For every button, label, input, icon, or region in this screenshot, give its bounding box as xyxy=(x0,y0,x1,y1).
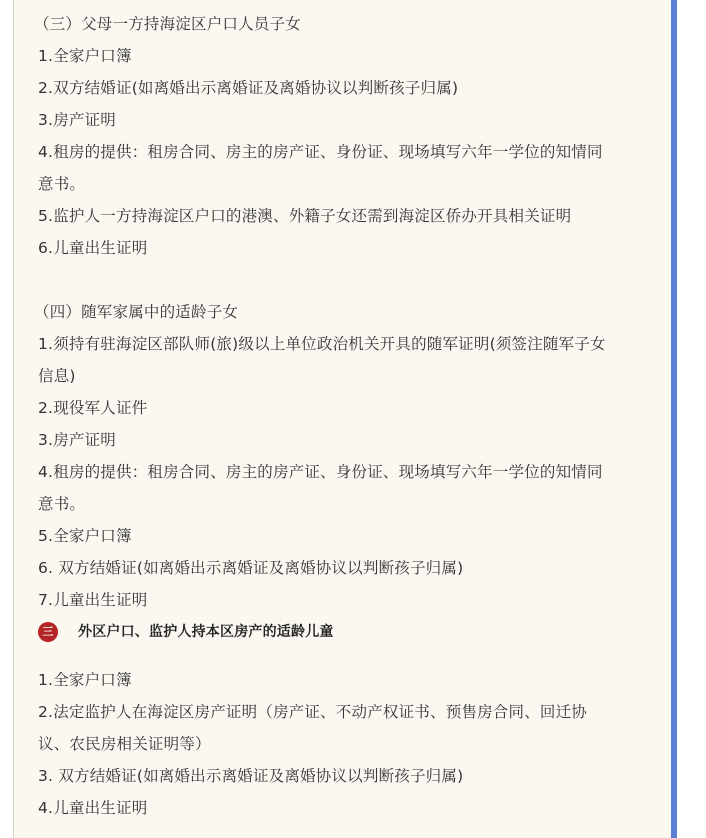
subsection-heading-3: （三）父母一方持海淀区户口人员子女 xyxy=(34,15,301,33)
list-item: 2.现役军人证件 xyxy=(38,399,148,417)
list-item-continuation: 议、农民房相关证明等） xyxy=(38,735,211,753)
list-item: 6.儿童出生证明 xyxy=(38,239,148,257)
list-item: 4.租房的提供：租房合同、房主的房产证、身份证、现场填写六年一学位的知情同 xyxy=(38,143,603,161)
list-item: 3. 双方结婚证(如离婚出示离婚证及离婚协议以判断孩子归属) xyxy=(38,767,464,785)
list-item: 1.全家户口簿 xyxy=(38,47,132,65)
list-item: 1.全家户口簿 xyxy=(38,671,132,689)
list-item-continuation: 信息) xyxy=(38,367,76,385)
list-item: 2.双方结婚证(如离婚出示离婚证及离婚协议以判断孩子归属) xyxy=(38,79,459,97)
list-item-continuation: 意书。 xyxy=(38,175,86,193)
list-item: 4.儿童出生证明 xyxy=(38,799,148,817)
subsection-heading-4: （四）随军家属中的适龄子女 xyxy=(34,303,239,321)
list-item: 2.法定监护人在海淀区房产证明（房产证、不动产权证书、预售房合同、回迁协 xyxy=(38,703,587,721)
list-item: 5.监护人一方持海淀区户口的港澳、外籍子女还需到海淀区侨办开具相关证明 xyxy=(38,207,572,225)
list-item: 5.全家户口簿 xyxy=(38,527,132,545)
spacer xyxy=(38,264,658,296)
list-item-continuation: 意书。 xyxy=(38,495,86,513)
list-item: 7.儿童出生证明 xyxy=(38,591,148,609)
right-accent-bar xyxy=(671,0,677,838)
article-body xyxy=(34,8,658,824)
list-item: 6. 双方结婚证(如离婚出示离婚证及离婚协议以判断孩子归属) xyxy=(38,559,464,577)
section-number-badge: 三 xyxy=(38,622,58,642)
list-item: 4.租房的提供：租房合同、房主的房产证、身份证、现场填写六年一学位的知情同 xyxy=(38,463,603,481)
list-item: 1.须持有驻海淀区部队师(旅)级以上单位政治机关开具的随军证明(须签注随军子女 xyxy=(38,335,606,353)
section-title: 外区户口、监护人持本区房产的适龄儿童 xyxy=(78,624,334,640)
list-item: 3.房产证明 xyxy=(38,431,116,449)
section-header-three xyxy=(38,616,658,664)
list-item: 3.房产证明 xyxy=(38,111,116,129)
